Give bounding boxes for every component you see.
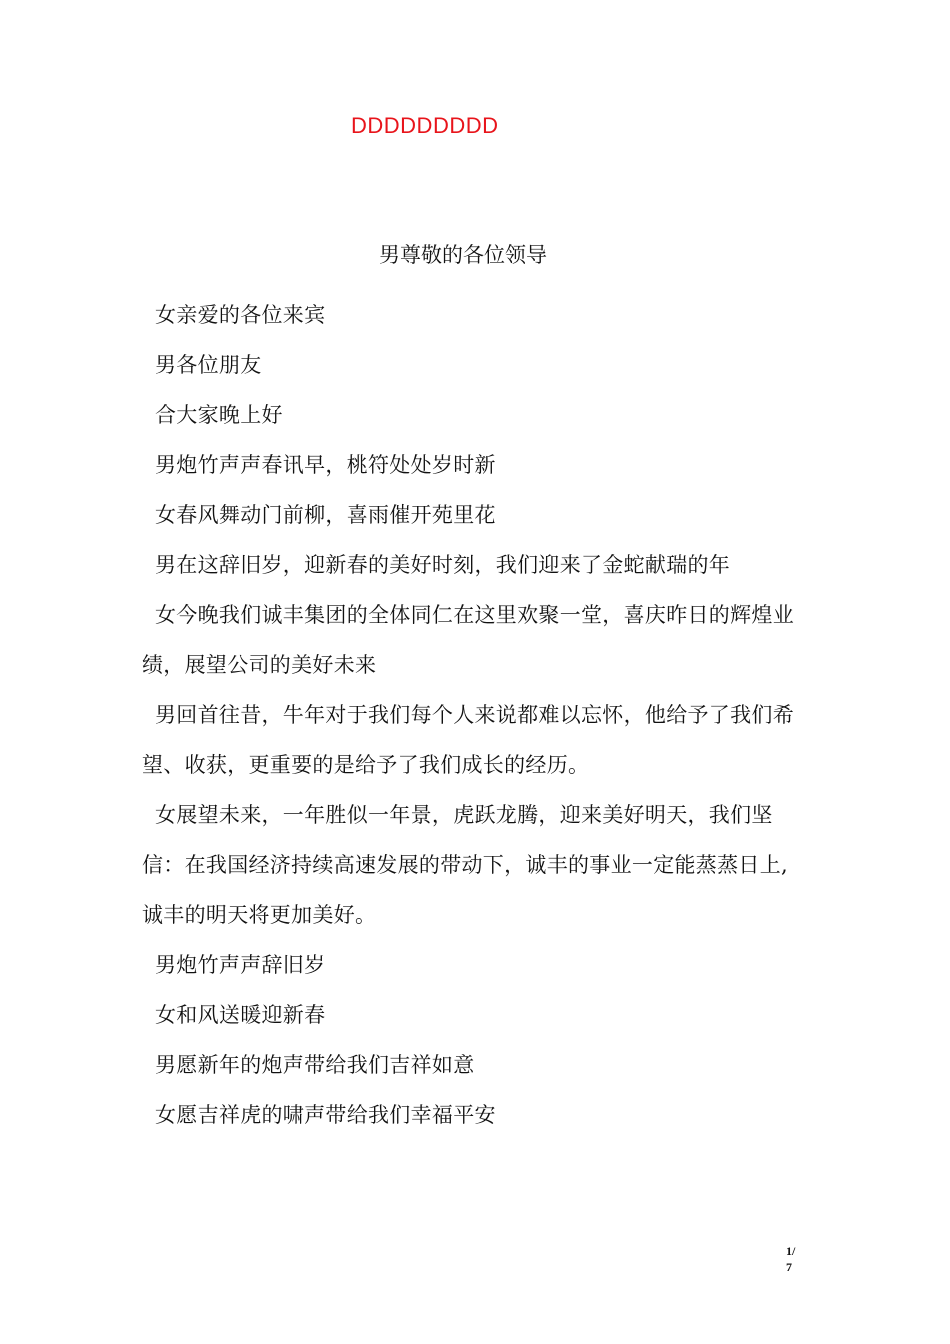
paragraph: 女亲爱的各位来宾	[155, 303, 326, 327]
document-body	[142, 290, 807, 1140]
paragraph: 男炮竹声声春讯早，桃符处处岁时新	[155, 453, 496, 477]
header-mark: DDDDDDDDD	[351, 113, 499, 138]
paragraph: 男在这辞旧岁，迎新春的美好时刻，我们迎来了金蛇献瑞的年	[155, 553, 731, 577]
paragraph: 男愿新年的炮声带给我们吉祥如意	[155, 1053, 475, 1077]
document-title: 男尊敬的各位领导	[379, 243, 547, 267]
paragraph: 合大家晚上好	[155, 403, 283, 427]
paragraph: 男回首往昔，牛年对于我们每个人来说都难以忘怀，他给予了我们希望、收获，更重要的是给予了我们成长的经历。	[142, 703, 794, 777]
paragraph: 女春风舞动门前柳，喜雨催开苑里花	[155, 503, 496, 527]
paragraph: 男炮竹声声辞旧岁	[155, 953, 326, 977]
paragraph: 女和风送暖迎新春	[155, 1003, 326, 1027]
paragraph: 女愿吉祥虎的啸声带给我们幸福平安	[155, 1103, 496, 1127]
page-number	[786, 1243, 806, 1275]
paragraph: 男各位朋友	[155, 353, 262, 377]
paragraph: 女今晚我们诚丰集团的全体同仁在这里欢聚一堂，喜庆昨日的辉煌业绩，展望公司的美好未来	[142, 603, 794, 677]
page-number-current: 1/	[786, 1244, 796, 1258]
page-number-total: 7	[786, 1260, 792, 1274]
paragraph: 女展望未来，一年胜似一年景，虎跃龙腾，迎来美好明天，我们坚信：在我国经济持续高速发展的带动下，诚丰的事业一定能蒸蒸日上,诚丰的明天将更加美好。	[142, 803, 788, 927]
